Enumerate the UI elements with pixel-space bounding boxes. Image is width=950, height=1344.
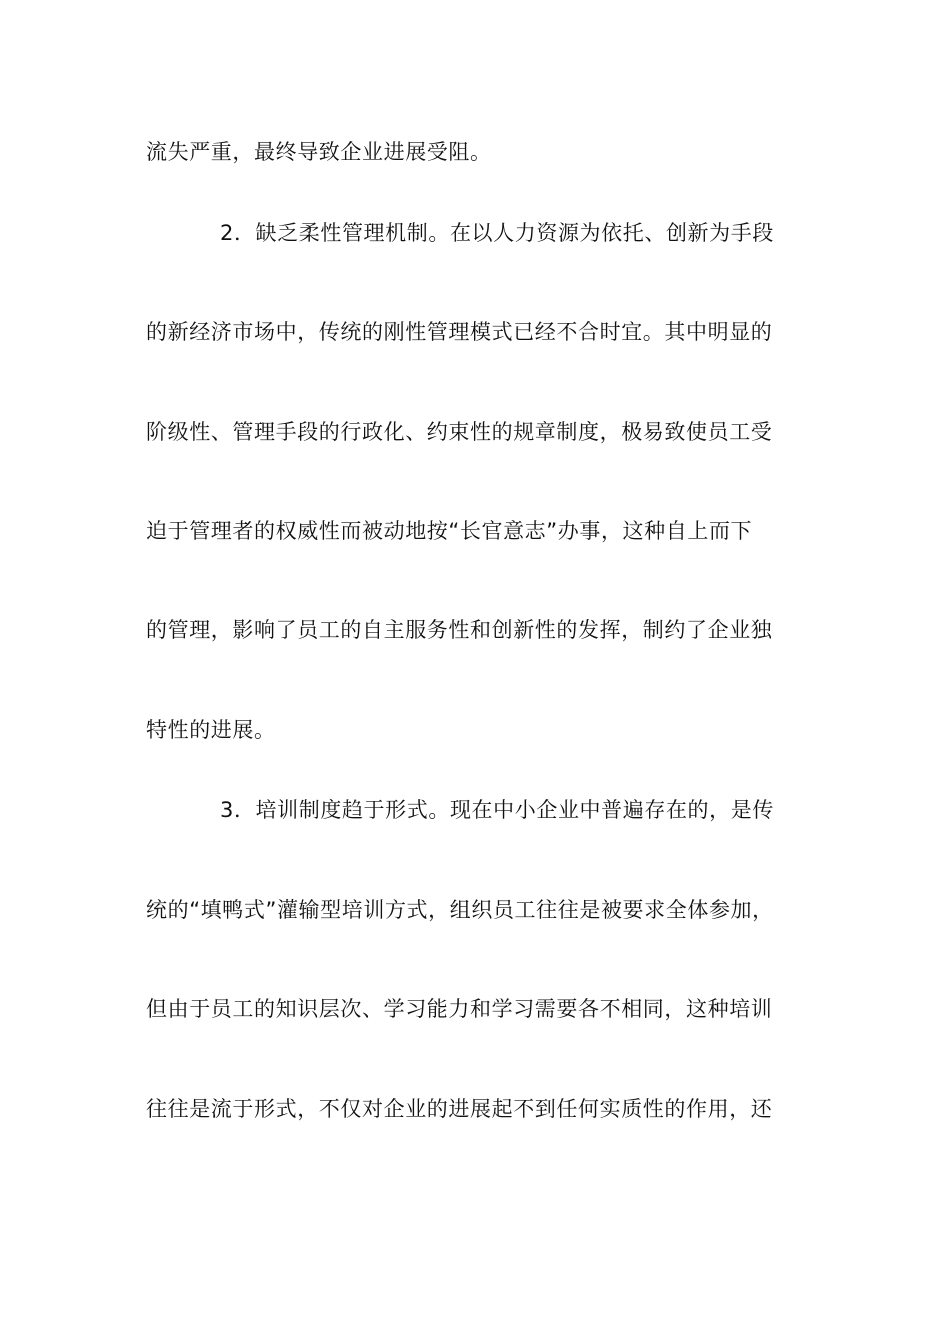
text-line: 阶级性、管理手段的行政化、约束性的规章制度，极易致使员工受 [146,420,773,444]
text-line: 的新经济市场中，传统的刚性管理模式已经不合时宜。其中明显的 [146,320,773,344]
text-line: 流失严重，最终导致企业进展受阻。 [146,140,492,164]
paragraph-heading-3: 3．培训制度趋于形式。现在中小企业中普遍存在的，是传 [220,798,774,822]
text-line: 特性的进展。 [146,718,276,742]
paragraph-heading-2: 2．缺乏柔性管理机制。在以人力资源为依托、创新为手段 [220,221,774,245]
text-line: 但由于员工的知识层次、学习能力和学习需要各不相同，这种培训 [146,997,773,1021]
text-line: 的管理，影响了员工的自主服务性和创新性的发挥，制约了企业独 [146,618,773,642]
text-line: 统的“填鸭式”灌输型培训方式，组织员工往往是被要求全体参加， [146,898,774,922]
text-line: 迫于管理者的权威性而被动地按“长官意志”办事，这种自上而下 [146,519,753,543]
text-line: 往往是流于形式，不仅对企业的进展起不到任何实质性的作用，还 [146,1097,773,1121]
